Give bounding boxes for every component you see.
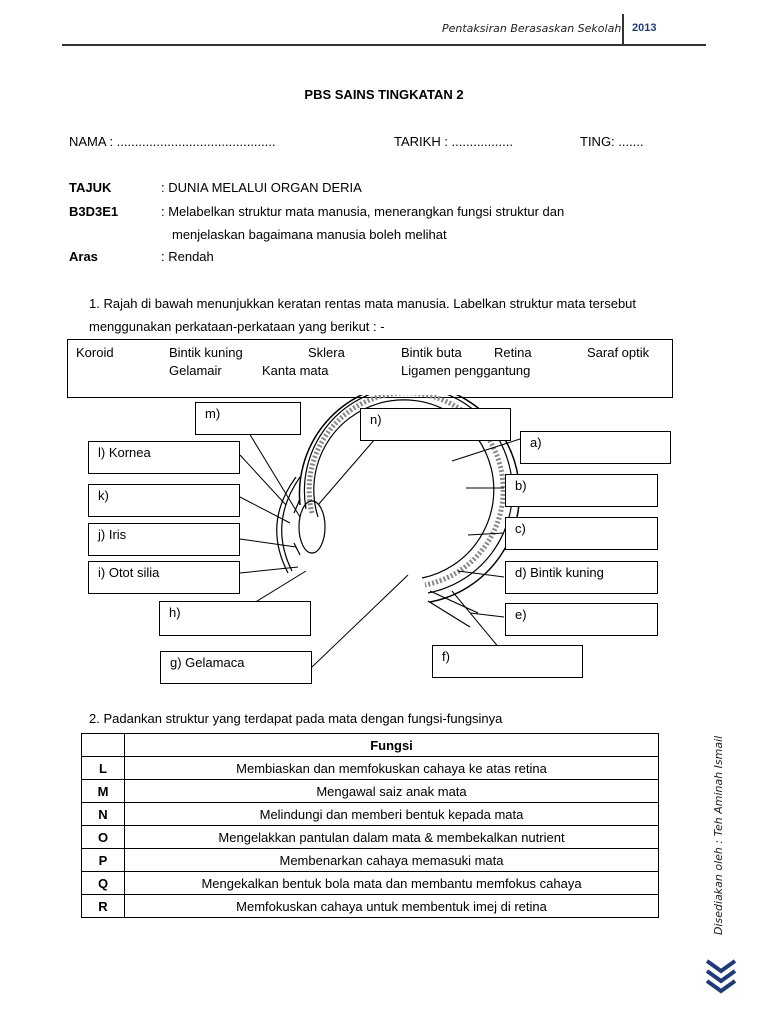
- row-key: R: [82, 895, 125, 918]
- table-header-row: [82, 734, 659, 757]
- header-year: 2013: [632, 22, 657, 34]
- ting-field: TING: .......: [580, 134, 644, 149]
- word-ligamen: Ligamen penggantung: [401, 363, 531, 378]
- row-key: Q: [82, 872, 125, 895]
- label-box-j: j) Iris: [88, 523, 240, 556]
- word-saraf-optik: Saraf optik: [587, 345, 650, 360]
- aras-label: Aras: [69, 249, 98, 264]
- table-header-fungsi: Fungsi: [125, 734, 659, 757]
- code-label: B3D3E1: [69, 204, 119, 219]
- row-fungsi: Melindungi dan memberi bentuk kepada mata: [125, 803, 659, 826]
- label-box-l: l) Kornea: [88, 441, 240, 474]
- table-row: [82, 872, 659, 895]
- function-table: [81, 733, 659, 918]
- row-fungsi: Membiaskan dan memfokuskan cahaya ke atas retina: [125, 757, 659, 780]
- header-title: Pentaksiran Berasaskan Sekolah: [442, 22, 622, 35]
- page-title: PBS SAINS TINGKATAN 2: [304, 87, 464, 102]
- table-row: [82, 803, 659, 826]
- row-fungsi: Mengelakkan pantulan dalam mata & membekalkan nutrient: [125, 826, 659, 849]
- table-row: [82, 849, 659, 872]
- word-sklera: Sklera: [308, 345, 345, 360]
- tajuk-label: TAJUK: [69, 180, 112, 195]
- row-fungsi: Mengekalkan bentuk bola mata dan membantu memfokus cahaya: [125, 872, 659, 895]
- tajuk-value: : DUNIA MELALUI ORGAN DERIA: [161, 180, 362, 195]
- table-row: [82, 780, 659, 803]
- label-box-d: d) Bintik kuning: [505, 561, 658, 594]
- question1-line2: menggunakan perkataan-perkataan yang berikut : -: [89, 319, 385, 334]
- nama-field: NAMA : ............................................: [69, 134, 276, 149]
- label-box-a: a): [520, 431, 671, 464]
- label-box-b: b): [505, 474, 658, 507]
- table-header-key: [82, 734, 125, 757]
- label-box-f: f): [432, 645, 583, 678]
- word-bintik-buta: Bintik buta: [401, 345, 462, 360]
- table-row: [82, 826, 659, 849]
- aras-value: : Rendah: [161, 249, 214, 264]
- table-row: [82, 895, 659, 918]
- question1-line1: 1. Rajah di bawah menunjukkan keratan rentas mata manusia. Labelkan struktur mata tersebut: [89, 296, 637, 311]
- row-fungsi: Memfokuskan cahaya untuk membentuk imej di retina: [125, 895, 659, 918]
- word-kanta-mata: Kanta mata: [262, 363, 329, 378]
- label-box-c: c): [505, 517, 658, 550]
- row-fungsi: Membenarkan cahaya memasuki mata: [125, 849, 659, 872]
- row-fungsi: Mengawal saiz anak mata: [125, 780, 659, 803]
- chevron-down-icon: [703, 957, 739, 997]
- label-box-h: h): [159, 601, 311, 636]
- header-rule: [62, 44, 706, 46]
- table-row: [82, 757, 659, 780]
- row-key: L: [82, 757, 125, 780]
- word-bintik-kuning: Bintik kuning: [169, 345, 243, 360]
- word-bank: [67, 339, 673, 398]
- tarikh-field: TARIKH : .................: [394, 134, 513, 149]
- row-key: P: [82, 849, 125, 872]
- author-note: Disediakan oleh : Teh Aminah Ismail: [712, 735, 725, 935]
- header-divider: [622, 14, 624, 44]
- label-box-k: k): [88, 484, 240, 517]
- label-box-n: n): [360, 408, 511, 441]
- row-key: O: [82, 826, 125, 849]
- row-key: N: [82, 803, 125, 826]
- label-box-g: g) Gelamaca: [160, 651, 312, 684]
- word-gelamair: Gelamair: [169, 363, 222, 378]
- word-koroid: Koroid: [76, 345, 114, 360]
- code-value-line1: : Melabelkan struktur mata manusia, menerangkan fungsi struktur dan: [161, 204, 565, 219]
- question2-prompt: 2. Padankan struktur yang terdapat pada mata dengan fungsi-fungsinya: [89, 711, 503, 726]
- label-box-i: i) Otot silia: [88, 561, 240, 594]
- label-box-m: m): [195, 402, 301, 435]
- word-retina: Retina: [494, 345, 532, 360]
- code-value-line2: menjelaskan bagaimana manusia boleh melihat: [172, 227, 447, 242]
- label-box-e: e): [505, 603, 658, 636]
- row-key: M: [82, 780, 125, 803]
